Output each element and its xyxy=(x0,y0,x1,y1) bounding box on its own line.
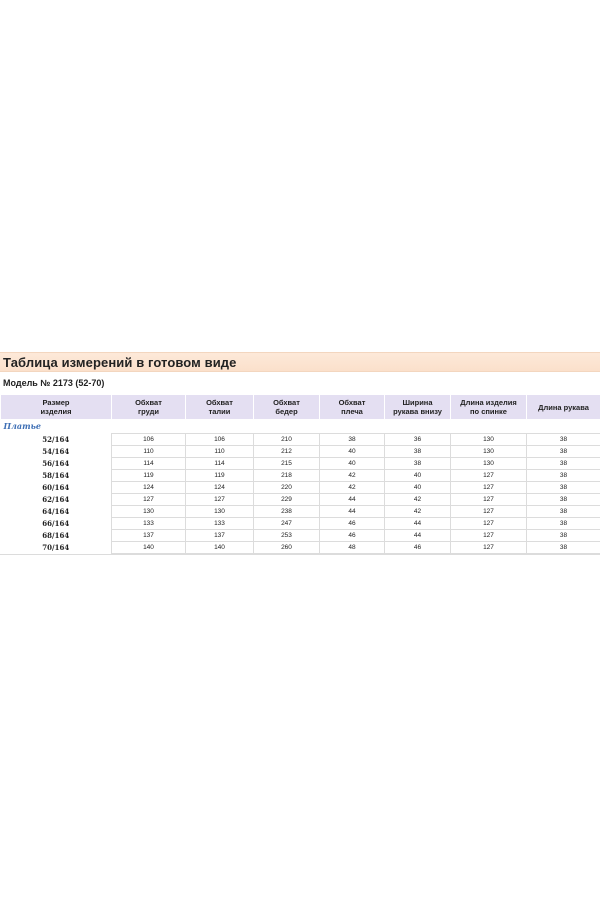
value-cell: 44 xyxy=(320,506,385,518)
column-header-line1: Ширина xyxy=(402,398,433,407)
column-header-line1: Обхват xyxy=(206,398,233,407)
value-cell: 130 xyxy=(186,506,254,518)
value-cell: 114 xyxy=(112,458,186,470)
value-cell: 124 xyxy=(112,482,186,494)
column-header xyxy=(320,395,385,419)
value-cell: 133 xyxy=(186,518,254,530)
size-cell: 56/164 xyxy=(1,458,112,470)
value-cell: 42 xyxy=(320,470,385,482)
value-cell: 38 xyxy=(527,434,600,446)
value-cell: 42 xyxy=(385,494,451,506)
table-bottom-border xyxy=(0,554,600,555)
model-label: Модель № 2173 (52-70) xyxy=(0,372,600,395)
value-cell: 140 xyxy=(112,542,186,554)
value-cell: 127 xyxy=(186,494,254,506)
table-row xyxy=(1,530,600,542)
value-cell: 38 xyxy=(527,506,600,518)
value-cell: 130 xyxy=(112,506,186,518)
column-header-line2: плеча xyxy=(341,407,363,416)
column-header xyxy=(527,395,600,419)
value-cell: 253 xyxy=(254,530,320,542)
value-cell: 106 xyxy=(186,434,254,446)
value-cell: 127 xyxy=(451,530,527,542)
column-header-line1: Обхват xyxy=(135,398,162,407)
value-cell: 212 xyxy=(254,446,320,458)
value-cell: 130 xyxy=(451,458,527,470)
column-header xyxy=(254,395,320,419)
size-cell: 60/164 xyxy=(1,482,112,494)
value-cell: 137 xyxy=(186,530,254,542)
value-cell: 220 xyxy=(254,482,320,494)
value-cell: 40 xyxy=(320,446,385,458)
value-cell: 38 xyxy=(385,458,451,470)
value-cell: 38 xyxy=(385,446,451,458)
size-cell: 62/164 xyxy=(1,494,112,506)
size-cell: 64/164 xyxy=(1,506,112,518)
size-cell: 68/164 xyxy=(1,530,112,542)
value-cell: 40 xyxy=(385,470,451,482)
value-cell: 38 xyxy=(527,470,600,482)
value-cell: 38 xyxy=(527,482,600,494)
value-cell: 127 xyxy=(451,482,527,494)
table-row xyxy=(1,494,600,506)
column-header-line1: Размер xyxy=(42,398,70,407)
value-cell: 46 xyxy=(320,530,385,542)
column-header-line2: груди xyxy=(138,407,159,416)
column-header xyxy=(186,395,254,419)
value-cell: 215 xyxy=(254,458,320,470)
column-header xyxy=(1,395,112,419)
value-cell: 127 xyxy=(112,494,186,506)
value-cell: 38 xyxy=(527,458,600,470)
value-cell: 210 xyxy=(254,434,320,446)
value-cell: 110 xyxy=(186,446,254,458)
value-cell: 130 xyxy=(451,446,527,458)
table-row xyxy=(1,458,600,470)
measurement-table xyxy=(0,395,600,554)
value-cell: 40 xyxy=(385,482,451,494)
value-cell: 42 xyxy=(320,482,385,494)
table-row xyxy=(1,470,600,482)
value-cell: 114 xyxy=(186,458,254,470)
value-cell: 42 xyxy=(385,506,451,518)
value-cell: 137 xyxy=(112,530,186,542)
value-cell: 133 xyxy=(112,518,186,530)
page-title: Таблица измерений в готовом виде xyxy=(3,354,237,370)
column-header xyxy=(385,395,451,419)
value-cell: 218 xyxy=(254,470,320,482)
value-cell: 238 xyxy=(254,506,320,518)
value-cell: 46 xyxy=(385,542,451,554)
value-cell: 110 xyxy=(112,446,186,458)
value-cell: 106 xyxy=(112,434,186,446)
table-row xyxy=(1,518,600,530)
value-cell: 44 xyxy=(320,494,385,506)
value-cell: 38 xyxy=(527,518,600,530)
column-header-line1: Обхват xyxy=(273,398,300,407)
value-cell: 130 xyxy=(451,434,527,446)
table-row xyxy=(1,506,600,518)
table-body xyxy=(1,419,600,554)
title-bar xyxy=(0,352,600,372)
value-cell: 46 xyxy=(320,518,385,530)
value-cell: 127 xyxy=(451,518,527,530)
value-cell: 140 xyxy=(186,542,254,554)
value-cell: 127 xyxy=(451,542,527,554)
column-header xyxy=(451,395,527,419)
value-cell: 44 xyxy=(385,530,451,542)
table-row xyxy=(1,542,600,554)
section-row xyxy=(1,421,600,434)
value-cell: 36 xyxy=(385,434,451,446)
value-cell: 38 xyxy=(527,530,600,542)
column-header-line2: изделия xyxy=(40,407,72,416)
measurement-sheet xyxy=(0,352,600,555)
value-cell: 124 xyxy=(186,482,254,494)
value-cell: 38 xyxy=(527,542,600,554)
section-label: Платье xyxy=(3,421,41,431)
value-cell: 127 xyxy=(451,506,527,518)
value-cell: 38 xyxy=(527,446,600,458)
size-cell: 54/164 xyxy=(1,446,112,458)
value-cell: 44 xyxy=(385,518,451,530)
table-row xyxy=(1,482,600,494)
column-header-line2: по спинке xyxy=(470,407,507,416)
value-cell: 127 xyxy=(451,494,527,506)
size-cell: 70/164 xyxy=(1,542,112,554)
value-cell: 38 xyxy=(527,494,600,506)
value-cell: 48 xyxy=(320,542,385,554)
value-cell: 40 xyxy=(320,458,385,470)
table-row xyxy=(1,446,600,458)
column-header-line1: Длина изделия xyxy=(460,398,517,407)
column-header-line2: бедер xyxy=(275,407,298,416)
header-row xyxy=(1,395,600,419)
value-cell: 119 xyxy=(186,470,254,482)
column-header-line2: талии xyxy=(208,407,231,416)
value-cell: 229 xyxy=(254,494,320,506)
size-cell: 58/164 xyxy=(1,470,112,482)
value-cell: 127 xyxy=(451,470,527,482)
column-header-line2: рукава внизу xyxy=(393,407,442,416)
column-header-line1: Обхват xyxy=(338,398,366,407)
column-header-line1: Длина рукава xyxy=(538,402,589,412)
value-cell: 260 xyxy=(254,542,320,554)
size-cell: 52/164 xyxy=(1,434,112,446)
value-cell: 38 xyxy=(320,434,385,446)
value-cell: 119 xyxy=(112,470,186,482)
column-header xyxy=(112,395,186,419)
size-cell: 66/164 xyxy=(1,518,112,530)
table-row xyxy=(1,434,600,446)
value-cell: 247 xyxy=(254,518,320,530)
